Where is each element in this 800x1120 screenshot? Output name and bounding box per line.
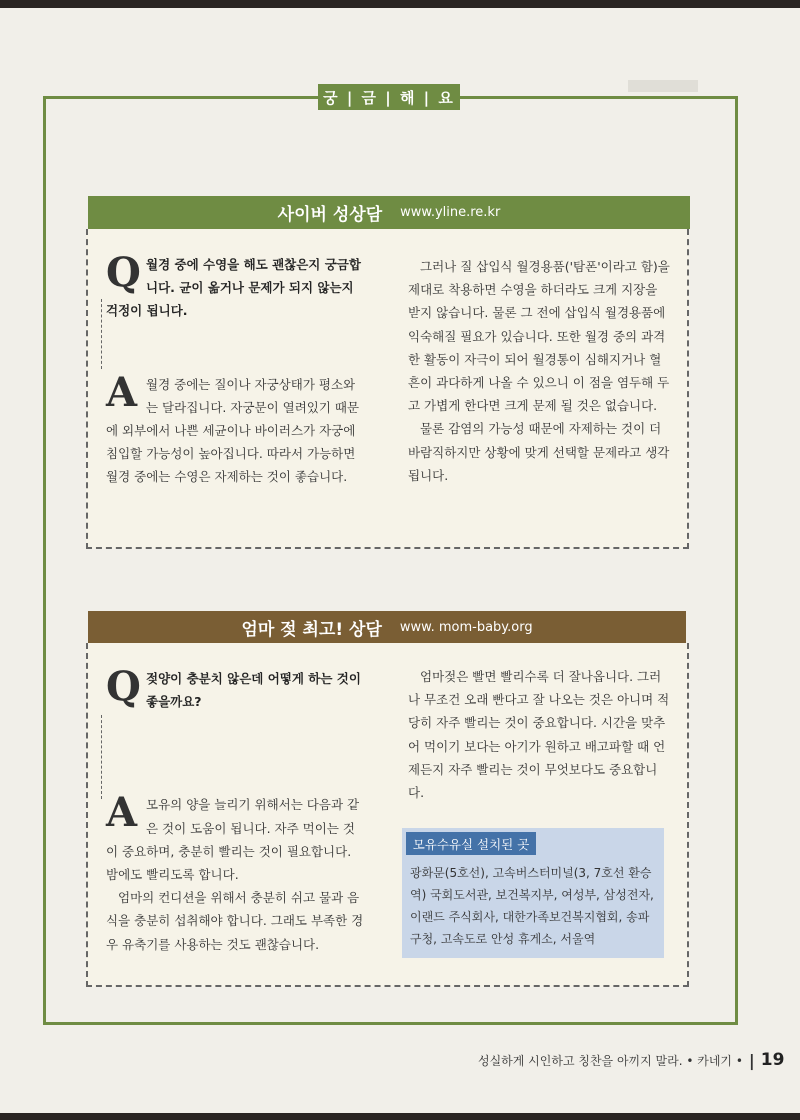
page-number: 19 xyxy=(760,1050,785,1070)
section1-url: www.yline.re.kr xyxy=(400,205,501,220)
answer-block xyxy=(106,789,364,955)
bleed-through-text xyxy=(628,80,698,92)
page-footer xyxy=(478,1050,784,1070)
footer-separator: | xyxy=(748,1050,755,1070)
section1-title: 사이버 성상담 xyxy=(277,205,383,225)
section2-right-paragraph: 엄마젖은 빨면 빨리수록 더 잘나옵니다. 그러나 무조건 오래 빤다고 잘 나오는 것은 아니며 적당히 자주 빨리는 것이 중요합니다. 시간을 맞추어 먹이기 보다는 아기가 원하고 배고파할 때 언제든지 자주 빨리는 것이 무엇보다도 중요합니다. xyxy=(408,669,670,801)
a-letter: A xyxy=(106,789,138,837)
question-text: 젖양이 충분치 않은데 어떻게 하는 것이 좋을까요? xyxy=(146,671,361,710)
footer-quote: 성실하게 시인하고 칭찬을 아끼지 말라. • 카네기 • xyxy=(478,1053,743,1068)
section1-header xyxy=(88,196,690,229)
answer-block xyxy=(106,368,364,489)
q-letter: Q xyxy=(106,663,141,710)
answer-text-2: 엄마의 컨디션을 위해서 충분히 쉬고 물과 음식을 충분히 섭취해야 합니다. 그래도 부족한 경우 유축기를 사용하는 것도 괜찮습니다. xyxy=(106,890,364,952)
q-letter: Q xyxy=(106,249,141,296)
section-badge: 궁 | 금 | 해 | 요 xyxy=(318,84,460,110)
question-block xyxy=(106,249,364,323)
section2-left-column xyxy=(106,663,364,978)
nursing-room-list: 광화문(5호선), 고속버스터미널(3, 7호선 환승역) 국회도서관, 보건복지부, 여성부, 삼성전자, 이랜드 주식회사, 대한가족보건복지협회, 송파구청, 고속도로 안성 휴게소, 서울역 xyxy=(410,866,654,946)
section2-header xyxy=(88,611,686,644)
answer-text: 월경 중에는 질이나 자궁상태가 평소와는 달라집니다. 자궁문이 열려있기 때문에 외부에서 나쁜 세균이나 바이러스가 자궁에 침입할 가능성이 높아집니다. 따라서 가능하면 월경 중에는 수영은 자제하는 것이 좋습니다. xyxy=(106,376,360,485)
section2-url: www. mom-baby.org xyxy=(399,620,533,635)
question-block xyxy=(106,663,364,713)
section1-right-column xyxy=(408,255,670,487)
qa-divider-line xyxy=(101,715,102,799)
question-text: 월경 중에 수영을 해도 괜찮은지 궁금합니다. 균이 옮거나 문제가 되지 않는지 걱정이 됩니다. xyxy=(106,257,361,319)
section1-right-paragraph-2: 물론 감염의 가능성 때문에 자제하는 것이 더 바람직하지만 상황에 맞게 선택할 문제라고 생각됩니다. xyxy=(408,421,670,483)
nursing-room-box xyxy=(402,828,664,958)
section1-left-column xyxy=(106,249,364,511)
nursing-room-box-title: 모유수유실 설치된 곳 xyxy=(406,832,536,855)
section2-right-column xyxy=(408,665,670,804)
a-letter: A xyxy=(106,368,138,416)
section1-box xyxy=(86,229,689,549)
section1-right-paragraph-1: 그러나 질 삽입식 월경용품('탐폰'이라고 함)을 제대로 착용하면 수영을 하더라도 크게 지장을 받지 않습니다. 물론 그 전에 삽입식 월경용품에 익숙해질 필요가 있습니다. 또한 월경 중의 과격한 활동이 자극이 되어 월경통이 심해지거나 혈흔이 과다하게 나올 수 있으니 이 점을 염두해 두고 가볍게 한다면 크게 문제 될 것은 없습니다. xyxy=(408,259,670,414)
section2-title: 엄마 젖 최고! 상담 xyxy=(241,620,382,640)
answer-text-1: 모유의 양을 늘리기 위해서는 다음과 같은 것이 도움이 됩니다. 자주 먹이는 것이 중요하며, 충분히 빨리는 것이 필요합니다. 밤에도 빨리도록 합니다. xyxy=(106,797,360,883)
qa-divider-line xyxy=(101,299,102,369)
